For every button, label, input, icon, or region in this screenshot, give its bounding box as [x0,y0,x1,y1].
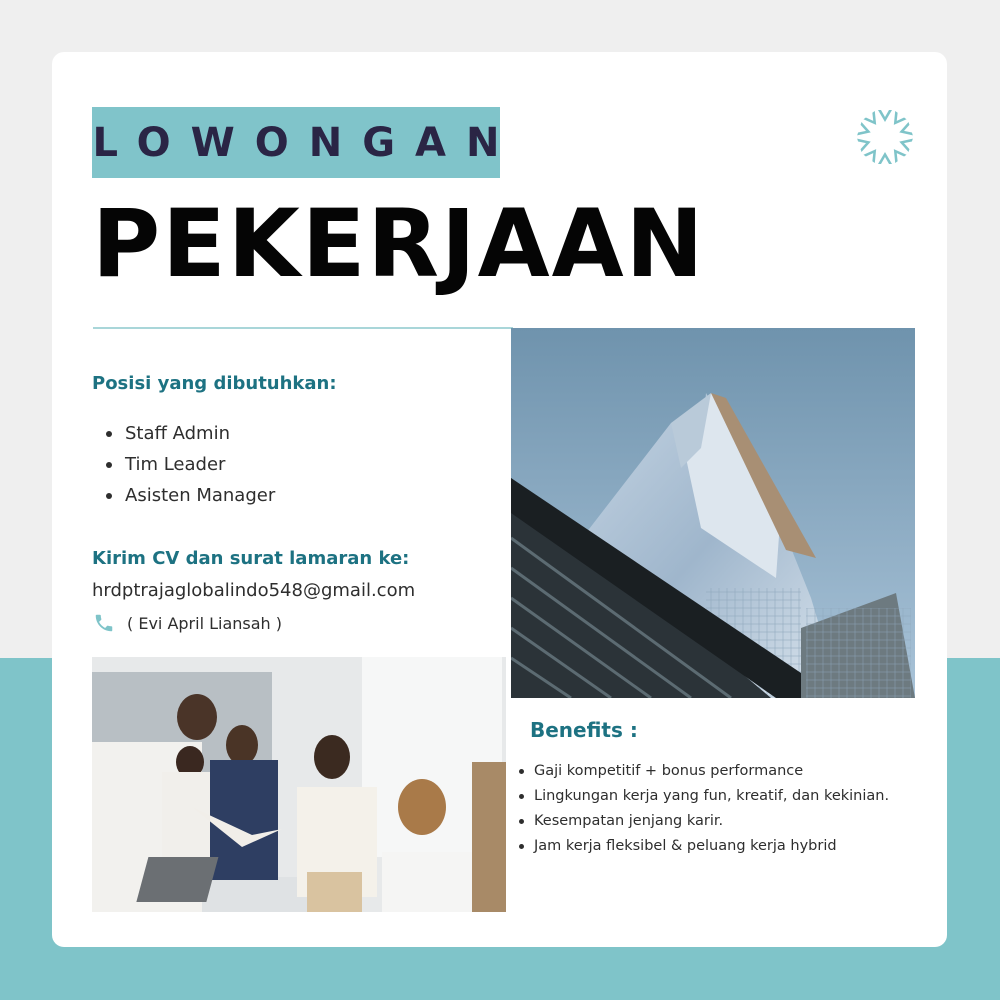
send-cv-heading: Kirim CV dan surat lamaran ke: [92,548,410,569]
list-item: Jam kerja fleksibel & peluang kerja hybrid [519,834,899,859]
benefits-list [519,759,899,859]
bullet-icon [106,493,112,499]
positions-heading: Posisi yang dibutuhkan: [92,373,337,394]
benefits-heading: Benefits : [530,718,638,742]
page-title: PEKERJAAN [92,190,706,299]
bullet-icon [519,769,524,774]
list-item: Lingkungan kerja yang fun, kreatif, dan kekinian. [519,784,899,809]
list-item: Gaji kompetitif + bonus performance [519,759,899,784]
list-item: Staff Admin [106,418,275,449]
bullet-icon [519,844,524,849]
building-photo [511,328,915,698]
list-item: Kesempatan jenjang karir. [519,809,899,834]
contact-name: ( Evi April Liansah ) [127,613,283,633]
bullet-icon [106,462,112,468]
email-address[interactable]: hrdptrajaglobalindo548@gmail.com [92,580,416,601]
bullet-icon [519,794,524,799]
phone-icon [93,612,115,634]
sunburst-logo-icon [856,108,914,166]
list-item: Tim Leader [106,449,275,480]
bullet-icon [106,431,112,437]
office-handshake-photo [92,657,506,912]
contact-person [93,612,282,634]
lowongan-banner [92,107,520,178]
lowongan-label: LOWONGAN [92,119,520,166]
section-divider [93,327,513,329]
list-item: Asisten Manager [106,480,275,511]
positions-list [106,418,275,511]
bullet-icon [519,819,524,824]
